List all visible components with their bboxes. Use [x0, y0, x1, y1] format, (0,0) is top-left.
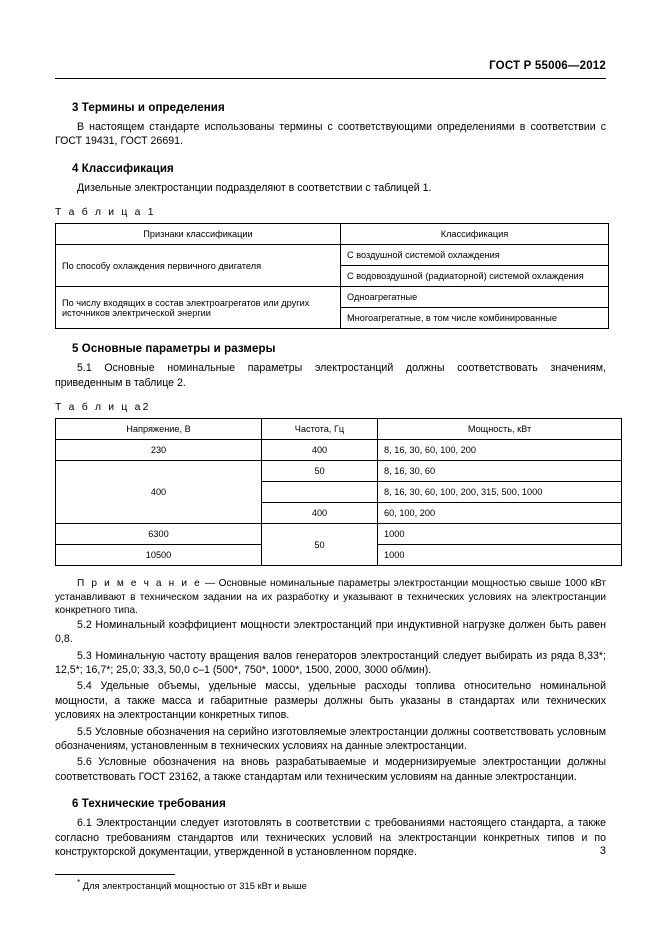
- paragraph-terms: В настоящем стандарте использованы термины с соответствующими определениями в соответствии с ГОСТ 19431, ГОСТ 26691.: [55, 121, 606, 148]
- heading-terms: 3 Термины и определения: [72, 102, 225, 114]
- table1-caption-label: Т а б л и ц а: [55, 207, 143, 219]
- table2-cell-voltage-2: 400: [56, 461, 262, 524]
- header-divider: [55, 78, 606, 79]
- paragraph-5-1: 5.1 Основные номинальные параметры электростанций должны соответствовать значениям, приведенным в таблице 2.: [55, 362, 606, 389]
- table-parameters: [55, 418, 622, 566]
- table-row-header: [56, 224, 609, 245]
- footnote-text: Для электростанций мощностью от 315 кВт и выше: [82, 879, 307, 891]
- table2-cell-frequency-2: 50: [262, 461, 378, 482]
- table2-note-label: П р и м е ч а н и е: [77, 578, 202, 590]
- page-content: [55, 88, 606, 891]
- table2-cell-voltage-5: 6300: [56, 524, 262, 545]
- table1-cell-feature-1: По способу охлаждения первичного двигателя: [56, 245, 341, 287]
- table2-cell-frequency-4: 400: [262, 503, 378, 524]
- table2-cell-power-5: 1000: [378, 524, 622, 545]
- table2-cell-power-2: 8, 16, 30, 60: [378, 461, 622, 482]
- table-row-header: [56, 419, 622, 440]
- table2-caption-label: Т а б л и ц а: [55, 402, 143, 414]
- table1-cell-feature-2: По числу входящих в состав электроагрегатов или других источников электрической энергии: [56, 287, 341, 329]
- page-header-standard: ГОСТ Р 55006—2012: [489, 60, 606, 72]
- footnote-marker: *: [77, 877, 81, 887]
- table-row: [56, 524, 622, 545]
- table1-cell-value-2a: Одноагрегатные: [341, 287, 609, 308]
- table2-cell-voltage-1: 230: [56, 440, 262, 461]
- table2-cell-power-3: 8, 16, 30, 60, 100, 200, 315, 500, 1000: [378, 482, 622, 503]
- paragraph-5-4: 5.4 Удельные объемы, удельные массы, удельные расходы топлива относительно номинальной мощности, а также масса и габаритные размеры должны быть указаны в стандартах или технических условиях на электростанции конкретных типов.: [55, 680, 606, 722]
- footnote: [77, 878, 606, 891]
- paragraph-6-1: 6.1 Электростанции следует изготовлять в соответствии с требованиями настоящего стандарта, а также согласно требованиям стандартов или технических условий на электростанции конкретных типов и по конструкторской документации, утвержденной в установленном порядке.: [55, 817, 606, 859]
- table2-cell-voltage-6: 10500: [56, 545, 262, 566]
- table-row: [56, 287, 609, 308]
- table1-header-classification: Классификация: [341, 224, 609, 245]
- paragraph-5-3: 5.3 Номинальную частоту вращения валов генераторов электростанций следует выбирать из ряда 8,33*; 12,5*; 16,7*; 25,0; 33,3, 50,0 с–1 (500*, 750*, 1000*, 1500, 2000, 3000 об/мин).: [55, 649, 606, 677]
- table1-header-feature: Признаки классификации: [56, 224, 341, 245]
- table-row: [56, 461, 622, 482]
- footnote-divider: [55, 874, 175, 875]
- table1-caption: [55, 207, 606, 218]
- table2-caption: [55, 402, 606, 413]
- table2-header-voltage: Напряжение, В: [56, 419, 262, 440]
- table2-header-power: Мощность, кВт: [378, 419, 622, 440]
- heading-parameters: 5 Основные параметры и размеры: [72, 343, 276, 356]
- table1-cell-value-1a: С воздушной системой охлаждения: [341, 245, 609, 266]
- table-row: [56, 245, 609, 266]
- table2-note: [55, 577, 606, 618]
- table2-cell-frequency-5: 50: [262, 524, 378, 566]
- table2-cell-frequency-3: [262, 482, 378, 503]
- table2-note-text: — Основные номинальные параметры электростанции мощностью свыше 1000 кВт устанавливают в техническом задании на их разработку и указывают в технических условиях на электростанции конкретного типа.: [55, 578, 606, 617]
- table1-caption-number: 1: [147, 207, 154, 219]
- paragraph-classification: Дизельные электростанции подразделяют в соответствии с таблицей 1.: [77, 181, 432, 194]
- table2-cell-power-6: 1000: [378, 545, 622, 566]
- table2-header-frequency: Частота, Гц: [262, 419, 378, 440]
- table1-cell-value-2b: Многоагрегатные, в том числе комбинированные: [341, 308, 609, 329]
- table2-cell-power-1: 8, 16, 30, 60, 100, 200: [378, 440, 622, 461]
- paragraph-5-5: 5.5 Условные обозначения на серийно изготовляемые электростанции должны соответствовать условным обозначениям, установленным в технических условиях на данные электростанции.: [55, 725, 606, 753]
- table-classification: [55, 223, 609, 329]
- paragraph-5-2: 5.2 Номинальный коэффициент мощности электростанций при индуктивной нагрузке должен быть равен 0,8.: [55, 618, 606, 646]
- table2-cell-frequency-1: 400: [262, 440, 378, 461]
- page-number: 3: [599, 845, 606, 857]
- heading-technical-requirements: 6 Технические требования: [72, 798, 226, 811]
- table-row: [56, 440, 622, 461]
- heading-classification: 4 Классификация: [72, 162, 174, 175]
- paragraph-5-6: 5.6 Условные обозначения на вновь разрабатываемые и модернизируемые электростанции должны соответствовать ГОСТ 23162, а также стандартам или техническим условиям на данные электростанции.: [55, 756, 606, 783]
- table2-caption-number: 2: [142, 402, 149, 414]
- table1-cell-value-1b: С водовоздушной (радиаторной) системой охлаждения: [341, 266, 609, 287]
- table2-cell-power-4: 60, 100, 200: [378, 503, 622, 524]
